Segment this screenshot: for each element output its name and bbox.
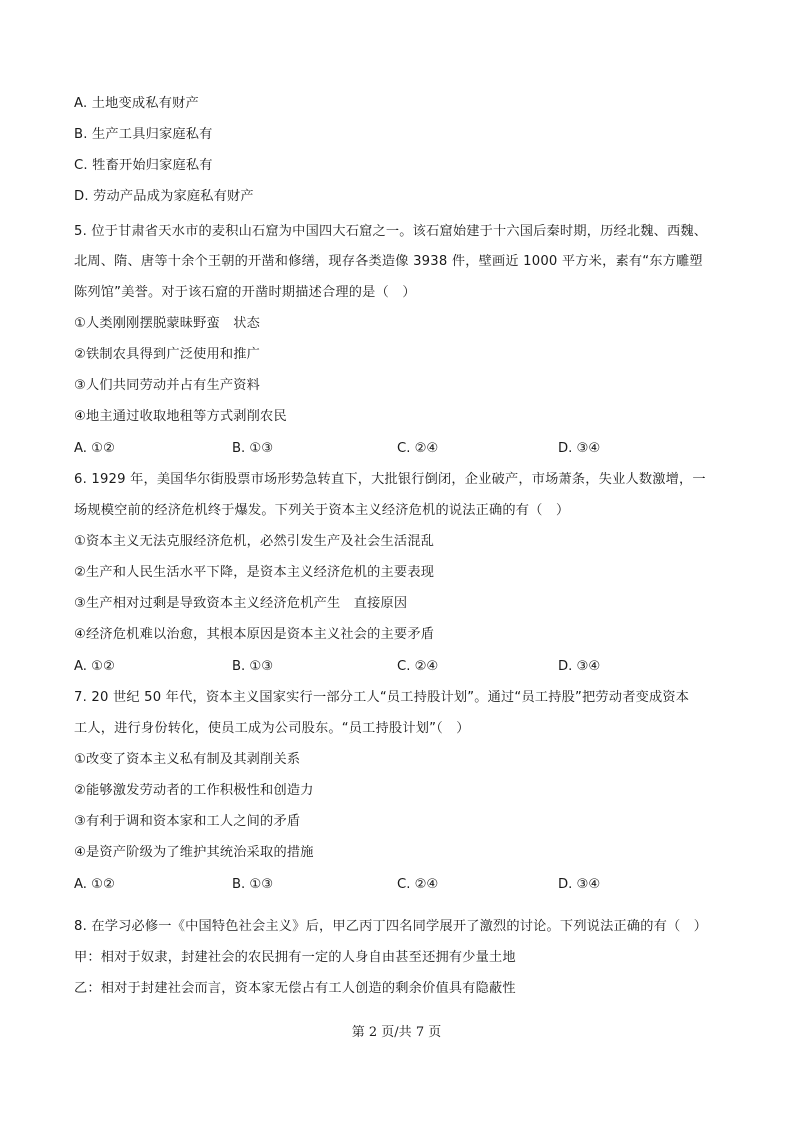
q7-choice-d: D. ③④ (558, 877, 601, 892)
q4-option-a: A. 土地变成私有财产 (74, 96, 199, 111)
q5-choice-d: D. ③④ (558, 441, 601, 456)
q7-choice-a: A. ①② (74, 877, 115, 892)
q4-option-b: B. 生产工具归家庭私有 (74, 127, 213, 142)
q4-option-c: C. 牲畜开始归家庭私有 (74, 158, 213, 173)
q6-choice-d: D. ③④ (558, 659, 601, 674)
q7-statement-2: ②能够激发劳动者的工作积极性和创造力 (74, 783, 314, 798)
q4-option-d: D. 劳动产品成为家庭私有财产 (74, 189, 254, 204)
q5-statement-4: ④地主通过收取地租等方式剥削农民 (74, 409, 287, 424)
q6-choice-b: B. ①③ (232, 659, 274, 674)
q6-choice-c: C. ②④ (397, 659, 439, 674)
q5-stem-line-1: 5. 位于甘肃省天水市的麦积山石窟为中国四大石窟之一。该石窟始建于十六国后秦时期，历经北魏、西魏、 (74, 224, 708, 239)
q6-stem-line-2: 场规模空前的经济危机终于爆发。下列关于资本主义经济危机的说法正确的有（ ） (74, 503, 570, 518)
q5-choice-b: B. ①③ (232, 441, 274, 456)
q7-stem-line-2: 工人，进行身份转化，使员工成为公司股东。“员工持股计划”（ ） (74, 721, 470, 736)
q7-statement-1: ①改变了资本主义私有制及其剥削关系 (74, 752, 301, 767)
q6-statement-4: ④经济危机难以治愈，其根本原因是资本主义社会的主要矛盾 (74, 627, 435, 642)
q8-statement-jia: 甲：相对于奴隶，封建社会的农民拥有一定的人身自由甚至还拥有少量土地 (74, 950, 516, 965)
q6-statement-3: ③生产相对过剩是导致资本主义经济危机产生 直接原因 (74, 596, 408, 611)
q8-statement-yi: 乙：相对于封建社会而言，资本家无偿占有工人创造的剩余价值具有隐蔽性 (74, 981, 516, 996)
q5-stem-line-3: 陈列馆”美誉。对于该石窟的开凿时期描述合理的是（ ） (74, 285, 416, 300)
q5-statement-3: ③人们共同劳动并占有生产资料 (74, 378, 261, 393)
q7-statement-3: ③有利于调和资本家和工人之间的矛盾 (74, 814, 301, 829)
q7-statement-4: ④是资产阶级为了维护其统治采取的措施 (74, 845, 314, 860)
q5-statement-2: ②铁制农具得到广泛使用和推广 (74, 347, 261, 362)
q5-choice-a: A. ①② (74, 441, 115, 456)
q8-stem-line-1: 8. 在学习必修一《中国特色社会主义》后，甲乙丙丁四名同学展开了激烈的讨论。下列说法正确的有（ ） (74, 919, 708, 934)
q5-statement-1: ①人类刚刚摆脱蒙昧野蛮 状态 (74, 316, 261, 331)
q7-choice-c: C. ②④ (397, 877, 439, 892)
q7-stem-line-1: 7. 20 世纪 50 年代，资本主义国家实行一部分工人“员工持股计划”。通过“员工持股”把劳动者变成资本 (74, 690, 690, 705)
q6-statement-1: ①资本主义无法克服经济危机，必然引发生产及社会生活混乱 (74, 534, 435, 549)
q6-choice-a: A. ①② (74, 659, 115, 674)
q7-choice-b: B. ①③ (232, 877, 274, 892)
q5-choice-c: C. ②④ (397, 441, 439, 456)
q6-stem-line-1: 6. 1929 年，美国华尔街股票市场形势急转直下，大批银行倒闭，企业破产，市场萧条，失业人数激增，一 (74, 472, 706, 487)
page-footer: 第 2 页/共 7 页 (351, 1025, 442, 1040)
q6-statement-2: ②生产和人民生活水平下降，是资本主义经济危机的主要表现 (74, 565, 435, 580)
q5-stem-line-2: 北周、隋、唐等十余个王朝的开凿和修缮，现存各类造像 3938 件，壁画近 1000 平方米，素有“东方雕塑 (74, 254, 703, 269)
